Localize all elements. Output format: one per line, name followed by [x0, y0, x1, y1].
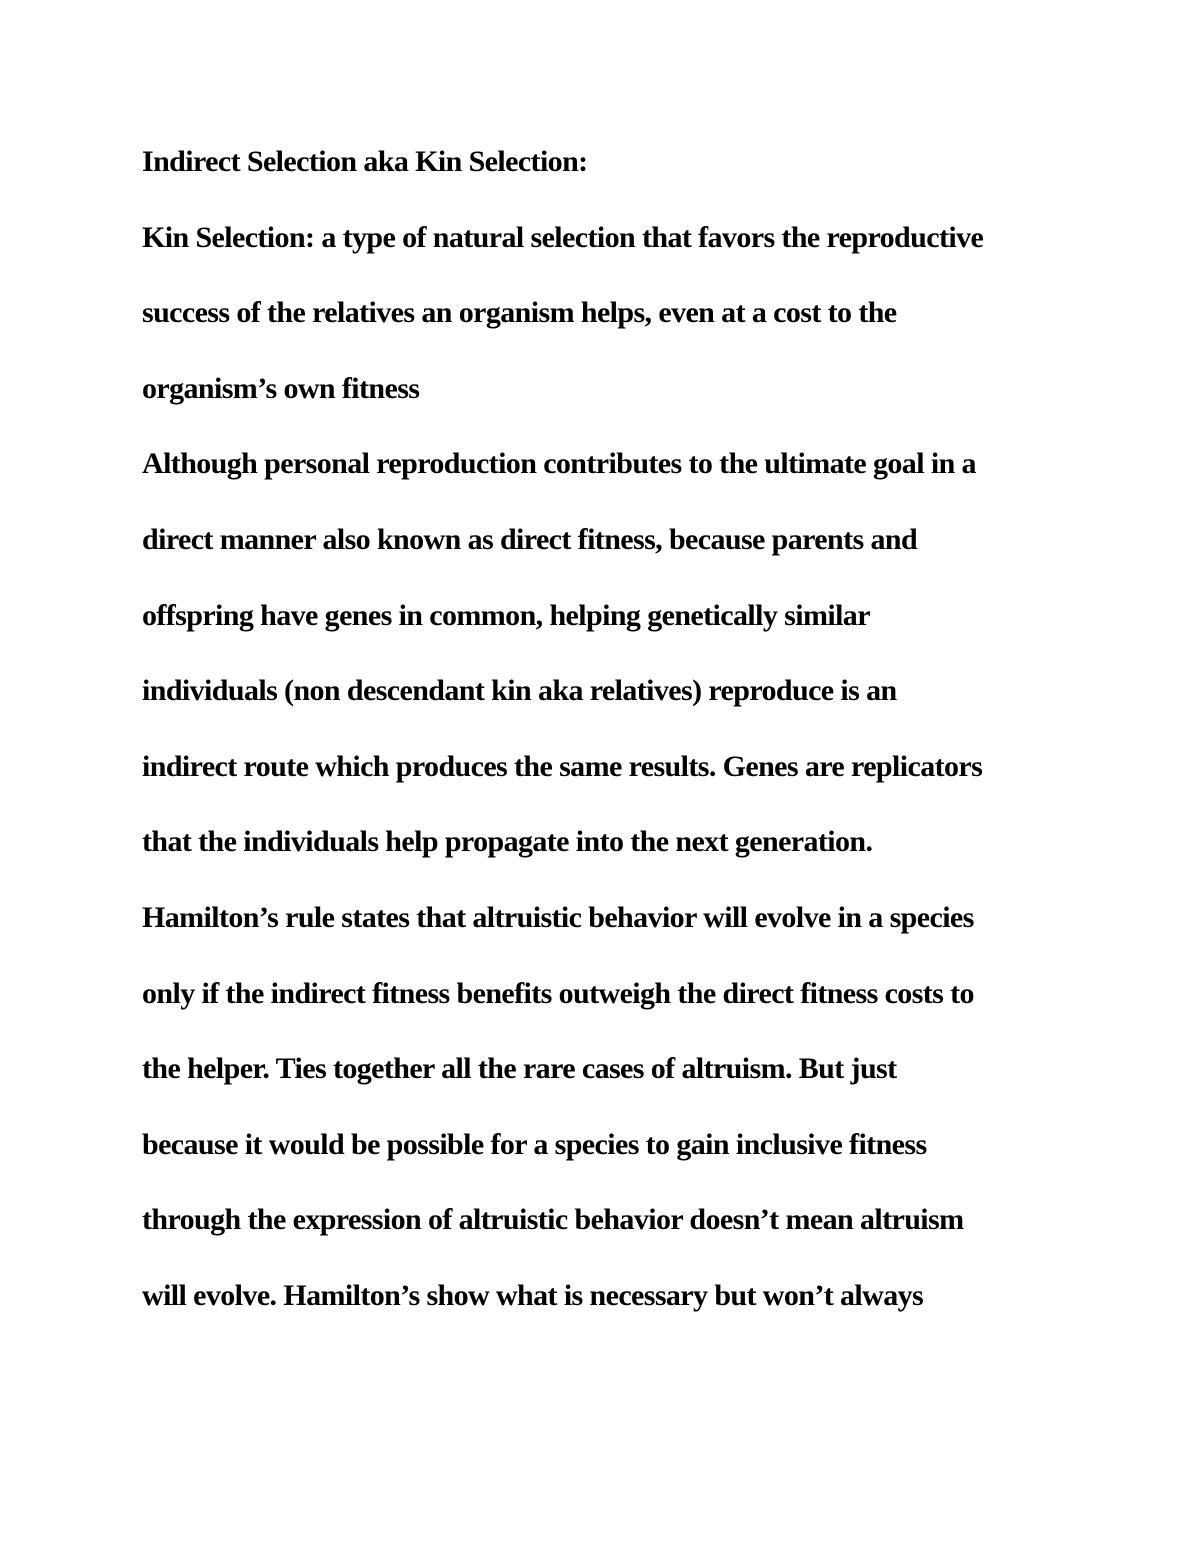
text-line: direct manner also known as direct fitness, because parents and: [142, 522, 918, 556]
text-line: offspring have genes in common, helping genetically similar: [142, 598, 870, 632]
text-line: Although personal reproduction contributes to the ultimate goal in a: [142, 447, 976, 481]
text-line: success of the relatives an organism helps, even at a cost to the: [142, 296, 897, 330]
text-line: indirect route which produces the same results. Genes are replicators: [142, 749, 983, 783]
document-body: [142, 136, 1082, 1346]
text-line: the helper. Ties together all the rare cases of altruism. But just: [142, 1052, 897, 1086]
heading-line: Indirect Selection aka Kin Selection:: [142, 145, 588, 178]
text-line: that the individuals help propagate into the next generation.: [142, 825, 873, 859]
text-line: through the expression of altruistic behavior doesn’t mean altruism: [142, 1203, 964, 1237]
text-line: Kin Selection: a type of natural selection that favors the reproductive: [142, 220, 984, 254]
text-line: will evolve. Hamilton’s show what is necessary but won’t always: [142, 1278, 924, 1312]
text-line: organism’s own fitness: [142, 371, 420, 405]
text-line: individuals (non descendant kin aka relatives) reproduce is an: [142, 674, 897, 708]
text-line: because it would be possible for a species to gain inclusive fitness: [142, 1127, 927, 1161]
text-line: Hamilton’s rule states that altruistic behavior will evolve in a species: [142, 900, 974, 934]
text-line: only if the indirect fitness benefits outweigh the direct fitness costs to: [142, 976, 974, 1010]
